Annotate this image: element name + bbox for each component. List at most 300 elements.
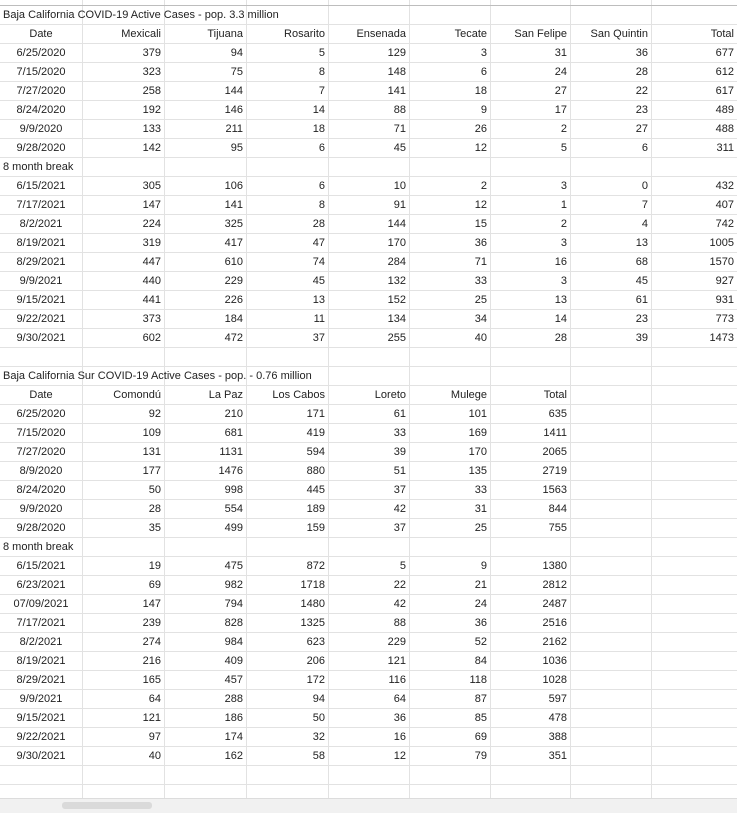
column-header[interactable]: Mexicali: [121, 28, 161, 40]
value-cell[interactable]: 597: [548, 693, 567, 705]
column-header[interactable]: Tecate: [454, 28, 487, 40]
value-cell[interactable]: 121: [387, 655, 406, 667]
value-cell[interactable]: 755: [548, 522, 567, 534]
value-cell[interactable]: 88: [393, 617, 406, 629]
date-cell[interactable]: 7/17/2021: [16, 199, 66, 211]
value-cell[interactable]: 52: [474, 636, 487, 648]
table-row: [0, 499, 737, 518]
value-cell[interactable]: 31: [554, 47, 567, 59]
column-header[interactable]: Total: [710, 28, 734, 40]
value-cell[interactable]: 47: [312, 237, 325, 249]
value-cell[interactable]: 931: [715, 294, 734, 306]
value-cell[interactable]: 9: [480, 560, 487, 572]
value-cell[interactable]: 129: [387, 47, 406, 59]
value-cell[interactable]: 5: [560, 142, 567, 154]
value-cell[interactable]: 10: [393, 180, 406, 192]
value-cell[interactable]: 33: [393, 427, 406, 439]
value-cell[interactable]: 45: [312, 275, 325, 287]
value-cell[interactable]: 14: [312, 104, 325, 116]
value-cell[interactable]: 144: [387, 218, 406, 230]
value-cell[interactable]: 828: [224, 617, 243, 629]
value-cell[interactable]: 1: [560, 199, 567, 211]
value-cell[interactable]: 419: [306, 427, 325, 439]
value-cell[interactable]: 22: [635, 85, 648, 97]
value-cell[interactable]: 106: [224, 180, 243, 192]
value-cell[interactable]: 2516: [542, 617, 567, 629]
value-cell[interactable]: 216: [142, 655, 161, 667]
value-cell[interactable]: 159: [306, 522, 325, 534]
value-cell[interactable]: 2812: [542, 579, 567, 591]
value-cell[interactable]: 872: [306, 560, 325, 572]
value-cell[interactable]: 165: [142, 674, 161, 686]
value-cell[interactable]: 1718: [300, 579, 325, 591]
value-cell[interactable]: 37: [393, 484, 406, 496]
date-cell[interactable]: 9/28/2020: [16, 142, 66, 154]
column-header[interactable]: Ensenada: [356, 28, 406, 40]
value-cell[interactable]: 85: [474, 712, 487, 724]
value-cell[interactable]: 432: [715, 180, 734, 192]
table-row: [0, 62, 737, 81]
date-cell[interactable]: 8/24/2020: [16, 104, 66, 116]
date-cell[interactable]: 9/9/2020: [19, 503, 63, 515]
column-header[interactable]: Comondú: [113, 389, 161, 401]
value-cell[interactable]: 169: [468, 427, 487, 439]
value-cell[interactable]: 13: [312, 294, 325, 306]
column-header[interactable]: La Paz: [208, 389, 243, 401]
value-cell[interactable]: 441: [142, 294, 161, 306]
value-cell[interactable]: 229: [224, 275, 243, 287]
value-cell[interactable]: 1028: [542, 674, 567, 686]
value-cell[interactable]: 1411: [543, 427, 567, 439]
value-cell[interactable]: 489: [715, 104, 734, 116]
value-cell[interactable]: 229: [387, 636, 406, 648]
value-cell[interactable]: 1570: [709, 256, 734, 268]
value-cell[interactable]: 170: [468, 446, 487, 458]
table-row: [0, 727, 737, 746]
value-cell[interactable]: 131: [142, 446, 161, 458]
value-cell[interactable]: 28: [312, 218, 325, 230]
value-cell[interactable]: 19: [148, 560, 161, 572]
value-cell[interactable]: 58: [312, 750, 325, 762]
date-cell[interactable]: 8/24/2020: [16, 484, 66, 496]
value-cell[interactable]: 5: [318, 47, 325, 59]
table-row: [0, 442, 737, 461]
value-cell[interactable]: 24: [554, 66, 567, 78]
value-cell[interactable]: 64: [393, 693, 406, 705]
value-cell[interactable]: 8: [318, 199, 325, 211]
value-cell[interactable]: 144: [224, 85, 243, 97]
value-cell[interactable]: 88: [393, 104, 406, 116]
value-cell[interactable]: 742: [715, 218, 734, 230]
value-cell[interactable]: 133: [142, 123, 161, 135]
date-cell[interactable]: 8/19/2021: [16, 237, 66, 249]
value-cell[interactable]: 677: [715, 47, 734, 59]
date-cell[interactable]: 8/2/2021: [19, 218, 63, 230]
date-cell[interactable]: 9/15/2021: [16, 294, 66, 306]
table-row: [0, 632, 737, 651]
value-cell[interactable]: 472: [224, 332, 243, 344]
value-cell[interactable]: 13: [635, 237, 648, 249]
value-cell[interactable]: 1563: [542, 484, 567, 496]
value-cell[interactable]: 31: [474, 503, 487, 515]
value-cell[interactable]: 21: [474, 579, 487, 591]
date-cell[interactable]: 7/15/2020: [16, 66, 66, 78]
value-cell[interactable]: 794: [224, 598, 243, 610]
value-cell[interactable]: 2065: [542, 446, 567, 458]
value-cell[interactable]: 379: [142, 47, 161, 59]
value-cell[interactable]: 174: [224, 731, 243, 743]
value-cell[interactable]: 147: [142, 598, 161, 610]
table-row: [0, 404, 737, 423]
value-cell[interactable]: 388: [548, 731, 567, 743]
value-cell[interactable]: 35: [148, 522, 161, 534]
value-cell[interactable]: 33: [474, 275, 487, 287]
value-cell[interactable]: 239: [142, 617, 161, 629]
column-header[interactable]: Date: [29, 28, 53, 40]
value-cell[interactable]: 3: [560, 275, 567, 287]
date-cell[interactable]: 9/30/2021: [16, 332, 66, 344]
date-cell[interactable]: 6/25/2020: [16, 408, 66, 420]
value-cell[interactable]: 118: [469, 674, 487, 686]
value-cell[interactable]: 478: [548, 712, 567, 724]
value-cell[interactable]: 8: [318, 66, 325, 78]
value-cell[interactable]: 18: [312, 123, 325, 135]
value-cell[interactable]: 12: [474, 199, 487, 211]
value-cell[interactable]: 998: [224, 484, 243, 496]
value-cell[interactable]: 71: [474, 256, 487, 268]
date-cell[interactable]: 7/27/2020: [16, 85, 66, 97]
value-cell[interactable]: 40: [474, 332, 487, 344]
date-cell[interactable]: 9/22/2021: [16, 731, 66, 743]
value-cell[interactable]: 1005: [709, 237, 734, 249]
value-cell[interactable]: 623: [306, 636, 325, 648]
value-cell[interactable]: 407: [715, 199, 734, 211]
section-break-row: [0, 157, 737, 176]
table-row: [0, 81, 737, 100]
date-cell[interactable]: 8/2/2021: [19, 636, 63, 648]
value-cell[interactable]: 409: [224, 655, 243, 667]
value-cell[interactable]: 258: [142, 85, 161, 97]
value-cell[interactable]: 255: [387, 332, 406, 344]
date-cell[interactable]: 9/9/2020: [19, 123, 63, 135]
value-cell[interactable]: 27: [554, 85, 567, 97]
value-cell[interactable]: 61: [393, 408, 406, 420]
value-cell[interactable]: 211: [225, 123, 243, 135]
value-cell[interactable]: 162: [224, 750, 243, 762]
value-cell[interactable]: 12: [393, 750, 406, 762]
value-cell[interactable]: 71: [393, 123, 406, 135]
column-header[interactable]: Los Cabos: [272, 389, 325, 401]
value-cell[interactable]: 18: [474, 85, 487, 97]
value-cell[interactable]: 2: [560, 123, 567, 135]
value-cell[interactable]: 475: [224, 560, 243, 572]
grid-row-line: [0, 765, 737, 766]
value-cell[interactable]: 488: [715, 123, 734, 135]
value-cell[interactable]: 2: [560, 218, 567, 230]
value-cell[interactable]: 773: [715, 313, 734, 325]
date-cell[interactable]: 6/23/2021: [16, 579, 66, 591]
column-header[interactable]: Rosarito: [284, 28, 325, 40]
value-cell[interactable]: 635: [548, 408, 567, 420]
value-cell[interactable]: 28: [148, 503, 161, 515]
value-cell[interactable]: 3: [560, 237, 567, 249]
value-cell[interactable]: 12: [474, 142, 487, 154]
value-cell[interactable]: 325: [224, 218, 243, 230]
value-cell[interactable]: 45: [393, 142, 406, 154]
date-cell[interactable]: 8/29/2021: [16, 674, 66, 686]
value-cell[interactable]: 75: [230, 66, 243, 78]
value-cell[interactable]: 23: [635, 104, 648, 116]
value-cell[interactable]: 69: [474, 731, 487, 743]
value-cell[interactable]: 681: [224, 427, 243, 439]
value-cell[interactable]: 28: [635, 66, 648, 78]
value-cell[interactable]: 148: [387, 66, 406, 78]
value-cell[interactable]: 15: [474, 218, 487, 230]
date-cell[interactable]: 9/28/2020: [16, 522, 66, 534]
grid-row-line: [0, 347, 737, 348]
value-cell[interactable]: 91: [393, 199, 406, 211]
value-cell[interactable]: 50: [312, 712, 325, 724]
value-cell[interactable]: 984: [224, 636, 243, 648]
value-cell[interactable]: 40: [148, 750, 161, 762]
value-cell[interactable]: 554: [224, 503, 243, 515]
value-cell[interactable]: 171: [306, 408, 325, 420]
value-cell[interactable]: 612: [715, 66, 734, 78]
value-cell[interactable]: 87: [474, 693, 487, 705]
value-cell[interactable]: 189: [306, 503, 325, 515]
value-cell[interactable]: 132: [387, 275, 406, 287]
value-cell[interactable]: 95: [230, 142, 243, 154]
value-cell[interactable]: 61: [635, 294, 648, 306]
value-cell[interactable]: 25: [474, 294, 487, 306]
value-cell[interactable]: 36: [474, 237, 487, 249]
value-cell[interactable]: 16: [554, 256, 567, 268]
value-cell[interactable]: 440: [142, 275, 161, 287]
value-cell[interactable]: 134: [387, 313, 406, 325]
value-cell[interactable]: 97: [148, 731, 161, 743]
date-cell[interactable]: 6/15/2021: [16, 180, 66, 192]
value-cell[interactable]: 170: [387, 237, 406, 249]
value-cell[interactable]: 1480: [300, 598, 325, 610]
value-cell[interactable]: 94: [312, 693, 325, 705]
value-cell[interactable]: 319: [142, 237, 161, 249]
value-cell[interactable]: 42: [393, 503, 406, 515]
scrollbar-thumb[interactable]: [62, 802, 152, 809]
value-cell[interactable]: 25: [474, 522, 487, 534]
value-cell[interactable]: 37: [393, 522, 406, 534]
date-cell[interactable]: 9/15/2021: [16, 712, 66, 724]
date-cell[interactable]: 9/22/2021: [16, 313, 66, 325]
column-header[interactable]: San Felipe: [514, 28, 567, 40]
date-cell[interactable]: 6/15/2021: [16, 560, 66, 572]
value-cell[interactable]: 22: [393, 579, 406, 591]
value-cell[interactable]: 39: [393, 446, 406, 458]
value-cell[interactable]: 610: [224, 256, 243, 268]
column-header[interactable]: San Quintin: [590, 28, 648, 40]
value-cell[interactable]: 37: [312, 332, 325, 344]
value-cell[interactable]: 7: [318, 85, 325, 97]
value-cell[interactable]: 36: [635, 47, 648, 59]
date-cell[interactable]: 7/15/2020: [16, 427, 66, 439]
value-cell[interactable]: 210: [224, 408, 243, 420]
table-row: [0, 613, 737, 632]
value-cell[interactable]: 16: [393, 731, 406, 743]
value-cell[interactable]: 2162: [542, 636, 567, 648]
value-cell[interactable]: 927: [715, 275, 734, 287]
date-cell[interactable]: 8/19/2021: [16, 655, 66, 667]
table-row: [0, 233, 737, 252]
break-label[interactable]: 8 month break: [3, 541, 74, 553]
table-row: [0, 328, 737, 347]
value-cell[interactable]: 109: [142, 427, 161, 439]
value-cell[interactable]: 206: [306, 655, 325, 667]
value-cell[interactable]: 147: [142, 199, 161, 211]
value-cell[interactable]: 64: [148, 693, 161, 705]
table-header-row: [0, 385, 737, 404]
value-cell[interactable]: 152: [387, 294, 406, 306]
value-cell[interactable]: 594: [306, 446, 325, 458]
value-cell[interactable]: 121: [142, 712, 161, 724]
table-title-row: [0, 5, 737, 24]
value-cell[interactable]: 3: [560, 180, 567, 192]
table-row: [0, 309, 737, 328]
value-cell[interactable]: 224: [142, 218, 161, 230]
value-cell[interactable]: 1380: [542, 560, 567, 572]
value-cell[interactable]: 284: [387, 256, 406, 268]
value-cell[interactable]: 141: [387, 85, 406, 97]
value-cell[interactable]: 74: [312, 256, 325, 268]
date-cell[interactable]: 7/17/2021: [16, 617, 66, 629]
date-cell[interactable]: 8/9/2020: [19, 465, 63, 477]
value-cell[interactable]: 135: [468, 465, 487, 477]
value-cell[interactable]: 177: [142, 465, 161, 477]
table-title[interactable]: Baja California Sur COVID-19 Active Cases - pop. - 0.76 million: [3, 370, 312, 382]
value-cell[interactable]: 172: [306, 674, 325, 686]
break-label[interactable]: 8 month break: [3, 161, 74, 173]
value-cell[interactable]: 499: [224, 522, 243, 534]
value-cell[interactable]: 24: [474, 598, 487, 610]
value-cell[interactable]: 51: [393, 465, 406, 477]
date-cell[interactable]: 07/09/2021: [13, 598, 69, 610]
value-cell[interactable]: 9: [480, 104, 487, 116]
value-cell[interactable]: 982: [224, 579, 243, 591]
value-cell[interactable]: 36: [393, 712, 406, 724]
value-cell[interactable]: 2487: [542, 598, 567, 610]
date-cell[interactable]: 6/25/2020: [16, 47, 66, 59]
value-cell[interactable]: 32: [312, 731, 325, 743]
value-cell[interactable]: 50: [148, 484, 161, 496]
value-cell[interactable]: 45: [635, 275, 648, 287]
value-cell[interactable]: 1131: [219, 446, 243, 458]
value-cell[interactable]: 92: [148, 408, 161, 420]
value-cell[interactable]: 1476: [218, 465, 243, 477]
value-cell[interactable]: 101: [468, 408, 487, 420]
value-cell[interactable]: 42: [393, 598, 406, 610]
table-row: [0, 575, 737, 594]
value-cell[interactable]: 36: [474, 617, 487, 629]
value-cell[interactable]: 2719: [542, 465, 567, 477]
date-cell[interactable]: 9/9/2021: [19, 275, 63, 287]
value-cell[interactable]: 84: [474, 655, 487, 667]
value-cell[interactable]: 94: [230, 47, 243, 59]
value-cell[interactable]: 14: [554, 313, 567, 325]
value-cell[interactable]: 5: [399, 560, 406, 572]
value-cell[interactable]: 274: [142, 636, 161, 648]
value-cell[interactable]: 34: [474, 313, 487, 325]
value-cell[interactable]: 146: [224, 104, 243, 116]
value-cell[interactable]: 311: [716, 142, 734, 154]
value-cell[interactable]: 323: [142, 66, 161, 78]
value-cell[interactable]: 11: [313, 313, 325, 325]
value-cell[interactable]: 23: [635, 313, 648, 325]
value-cell[interactable]: 1325: [300, 617, 325, 629]
value-cell[interactable]: 186: [224, 712, 243, 724]
value-cell[interactable]: 880: [306, 465, 325, 477]
value-cell[interactable]: 68: [635, 256, 648, 268]
value-cell[interactable]: 417: [224, 237, 243, 249]
value-cell[interactable]: 6: [318, 180, 325, 192]
value-cell[interactable]: 1473: [709, 332, 734, 344]
column-header[interactable]: Tijuana: [207, 28, 243, 40]
value-cell[interactable]: 28: [554, 332, 567, 344]
value-cell[interactable]: 6: [318, 142, 325, 154]
value-cell[interactable]: 184: [224, 313, 243, 325]
value-cell[interactable]: 457: [224, 674, 243, 686]
value-cell[interactable]: 17: [554, 104, 567, 116]
value-cell[interactable]: 0: [641, 180, 648, 192]
date-cell[interactable]: 9/30/2021: [16, 750, 66, 762]
value-cell[interactable]: 7: [641, 199, 648, 211]
column-header[interactable]: Date: [29, 389, 53, 401]
value-cell[interactable]: 69: [148, 579, 161, 591]
value-cell[interactable]: 305: [142, 180, 161, 192]
value-cell[interactable]: 141: [224, 199, 243, 211]
value-cell[interactable]: 2: [480, 180, 487, 192]
value-cell[interactable]: 39: [635, 332, 648, 344]
value-cell[interactable]: 602: [142, 332, 161, 344]
value-cell[interactable]: 27: [635, 123, 648, 135]
horizontal-scrollbar[interactable]: [0, 798, 737, 813]
value-cell[interactable]: 3: [480, 47, 487, 59]
value-cell[interactable]: 4: [641, 218, 648, 230]
date-cell[interactable]: 9/9/2021: [19, 693, 63, 705]
value-cell[interactable]: 445: [306, 484, 325, 496]
value-cell[interactable]: 13: [554, 294, 567, 306]
column-header[interactable]: Total: [543, 389, 567, 401]
value-cell[interactable]: 116: [388, 674, 406, 686]
value-cell[interactable]: 6: [480, 66, 487, 78]
column-header[interactable]: Loreto: [374, 389, 406, 401]
value-cell[interactable]: 351: [548, 750, 567, 762]
value-cell[interactable]: 79: [474, 750, 487, 762]
column-header[interactable]: Mulege: [450, 389, 487, 401]
value-cell[interactable]: 617: [715, 85, 734, 97]
value-cell[interactable]: 6: [641, 142, 648, 154]
value-cell[interactable]: 844: [548, 503, 567, 515]
value-cell[interactable]: 1036: [542, 655, 567, 667]
value-cell[interactable]: 288: [224, 693, 243, 705]
value-cell[interactable]: 33: [474, 484, 487, 496]
date-cell[interactable]: 8/29/2021: [16, 256, 66, 268]
value-cell[interactable]: 447: [142, 256, 161, 268]
value-cell[interactable]: 373: [142, 313, 161, 325]
table-title[interactable]: Baja California COVID-19 Active Cases - pop. 3.3 million: [3, 9, 279, 21]
value-cell[interactable]: 192: [142, 104, 161, 116]
value-cell[interactable]: 142: [142, 142, 161, 154]
value-cell[interactable]: 26: [474, 123, 487, 135]
value-cell[interactable]: 226: [224, 294, 243, 306]
date-cell[interactable]: 7/27/2020: [16, 446, 66, 458]
